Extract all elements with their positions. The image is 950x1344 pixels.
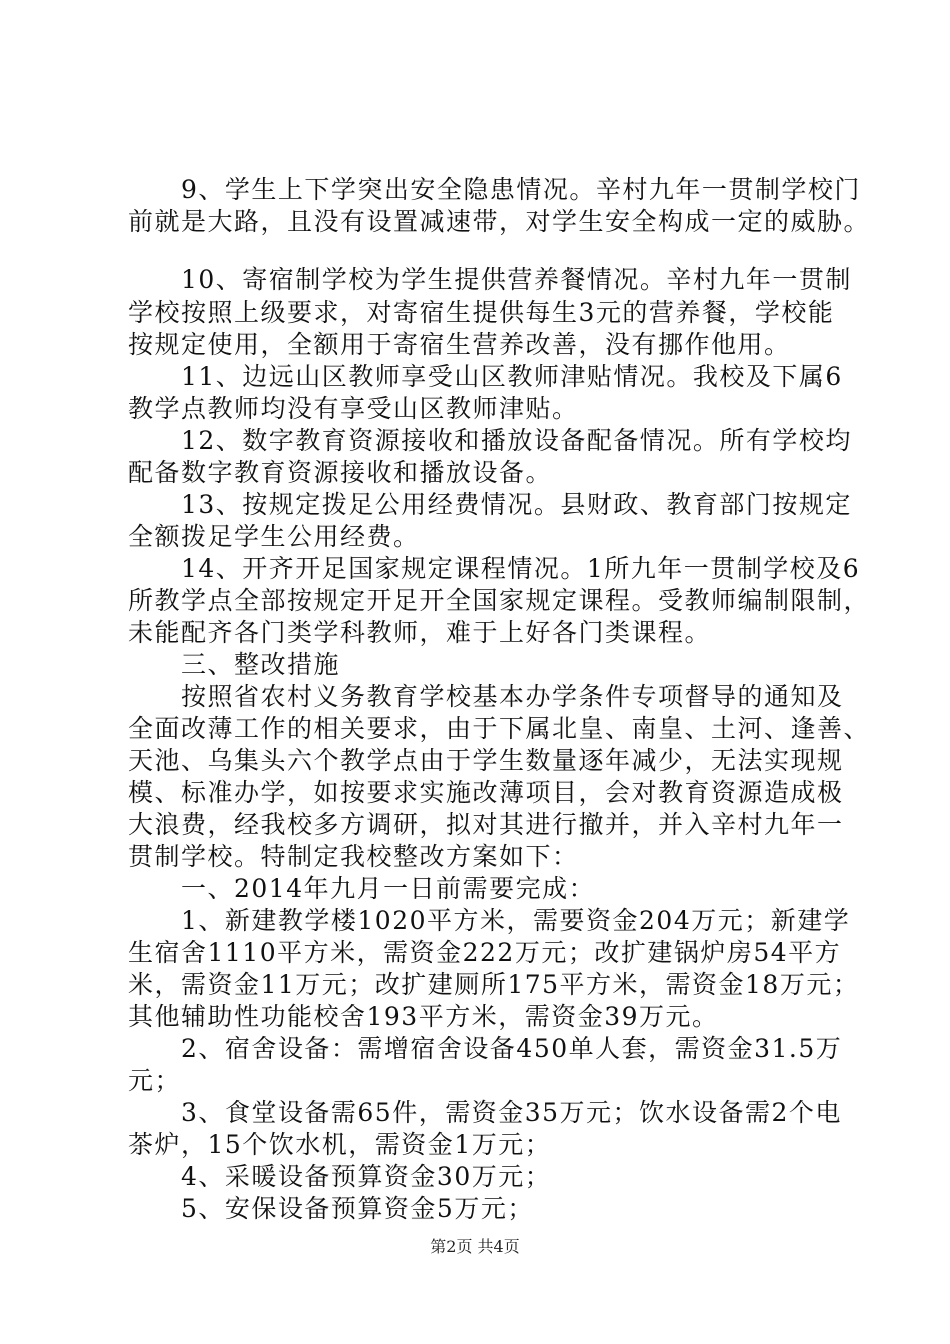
- body-text-line: 4、采暖设备预算资金30万元；: [128, 1162, 552, 1191]
- body-text-line: 贯制学校。特制定我校整改方案如下：: [128, 842, 579, 871]
- page-footer: 第2页 共4页: [430, 1237, 520, 1256]
- body-text-line: 学校按照上级要求，对寄宿生提供每生3元的营养餐，学校能: [128, 298, 835, 327]
- body-text-line: 大浪费，经我校多方调研，拟对其进行撤并，并入辛村九年一: [128, 810, 844, 839]
- body-text-line: 3、食堂设备需65件，需资金35万元；饮水设备需2个电: [128, 1098, 842, 1127]
- body-text-line: 13、按规定拨足公用经费情况。县财政、教育部门按规定: [128, 490, 852, 519]
- body-text-line: 其他辅助性功能校舍193平方米，需资金39万元。: [128, 1002, 719, 1031]
- body-text-line: 所教学点全部按规定开足开全国家规定课程。受教师编制限制，: [128, 586, 871, 615]
- section-heading: 三、整改措施: [128, 650, 341, 679]
- body-text-line: 按照省农村义务教育学校基本办学条件专项督导的通知及: [128, 682, 844, 711]
- body-text-line: 未能配齐各门类学科教师，难于上好各门类课程。: [128, 618, 712, 647]
- body-text-line: 1、新建教学楼1020平方米，需要资金204万元；新建学: [128, 906, 851, 935]
- body-text-line: 全面改薄工作的相关要求，由于下属北皇、南皇、土河、逢善、: [128, 714, 871, 743]
- body-text-line: 一、2014年九月一日前需要完成：: [128, 874, 596, 903]
- body-text-line: 10、寄宿制学校为学生提供营养餐情况。辛村九年一贯制: [128, 265, 852, 294]
- body-text-line: 12、数字教育资源接收和播放设备配备情况。所有学校均: [128, 426, 852, 455]
- body-text-line: 米，需资金11万元；改扩建厕所175平方米，需资金18万元；: [128, 970, 860, 999]
- body-text-line: 前就是大路，且没有设置减速带，对学生安全构成一定的威胁。: [128, 207, 871, 236]
- body-text-line: 天池、乌集头六个教学点由于学生数量逐年减少，无法实现规: [128, 746, 844, 775]
- body-text-line: 生宿舍1110平方米，需资金222万元；改扩建锅炉房54平方: [128, 938, 842, 967]
- body-text-line: 模、标准办学，如按要求实施改薄项目，会对教育资源造成极: [128, 778, 844, 807]
- body-text-line: 9、学生上下学突出安全隐患情况。辛村九年一贯制学校门: [128, 175, 861, 204]
- body-text-line: 按规定使用，全额用于寄宿生营养改善，没有挪作他用。: [128, 330, 791, 359]
- body-text-line: 2、宿舍设备：需增宿舍设备450单人套，需资金31.5万: [128, 1034, 843, 1063]
- body-text-line: 5、安保设备预算资金5万元；: [128, 1194, 534, 1223]
- body-text-line: 11、边远山区教师享受山区教师津贴情况。我校及下属6: [128, 362, 843, 391]
- body-text-line: 元；: [128, 1066, 182, 1095]
- body-text-line: 14、开齐开足国家规定课程情况。1所九年一贯制学校及6: [128, 554, 861, 583]
- body-text-line: 配备数字教育资源接收和播放设备。: [128, 458, 553, 487]
- body-text-line: 茶炉，15个饮水机，需资金1万元；: [128, 1130, 552, 1159]
- body-text-line: 全额拨足学生公用经费。: [128, 522, 420, 551]
- body-text-line: 教学点教师均没有享受山区教师津贴。: [128, 394, 579, 423]
